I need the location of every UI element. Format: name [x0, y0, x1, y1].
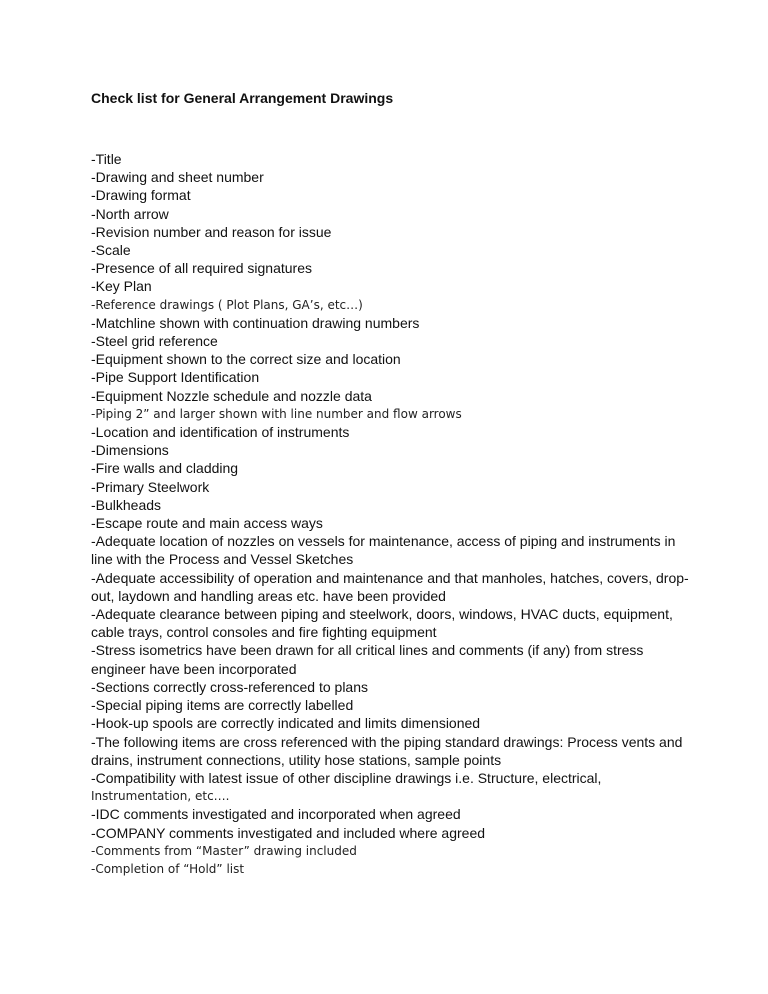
checklist-item: -Hook-up spools are correctly indicated and limits dimensioned: [91, 715, 481, 732]
checklist-item: -IDC comments investigated and incorporated when agreed: [91, 806, 461, 823]
checklist-item: -Sections correctly cross-referenced to plans: [91, 678, 368, 695]
checklist-item: -Adequate location of nozzles on vessels for maintenance, access of piping and instruments in line with the Process and Vessel Sketches: [91, 533, 676, 568]
checklist-item: -Drawing format: [91, 187, 191, 204]
checklist-item: -The following items are cross referenced with the piping standard drawings: Process vents and drains, instrument connections, utility hose stations, sample points: [91, 733, 683, 768]
checklist-item: Instrumentation, etc….: [91, 789, 230, 804]
checklist-item: -Steel grid reference: [91, 333, 218, 350]
checklist-item: -Completion of “Hold” list: [91, 861, 245, 876]
checklist-item: -Revision number and reason for issue: [91, 223, 332, 240]
checklist-item: -Piping 2” and larger shown with line number and flow arrows: [91, 406, 462, 421]
checklist-item: -Drawing and sheet number: [91, 169, 264, 186]
checklist-item: -Adequate accessibility of operation and maintenance and that manholes, hatches, covers, drop-out, laydown and handling areas etc. have been provided: [91, 569, 689, 604]
checklist-item: -Comments from “Master” drawing included: [91, 843, 357, 858]
checklist-item: -Equipment shown to the correct size and location: [91, 351, 401, 368]
checklist-item: -Equipment Nozzle schedule and nozzle data: [91, 387, 372, 404]
checklist-item: -COMPANY comments investigated and included where agreed: [91, 824, 486, 841]
checklist-item: -Fire walls and cladding: [91, 460, 239, 477]
checklist-item: -Dimensions: [91, 442, 169, 459]
document-title: Check list for General Arrangement Drawings: [91, 90, 394, 106]
checklist-item: -Compatibility with latest issue of other discipline drawings i.e. Structure, electrical,: [91, 769, 602, 786]
checklist-item: -Special piping items are correctly labelled: [91, 697, 354, 714]
checklist-item: -North arrow: [91, 205, 169, 222]
checklist-item: -Adequate clearance between piping and steelwork, doors, windows, HVAC ducts, equipment, cable trays, control consoles and fire fighting equipment: [91, 606, 673, 641]
checklist-item: -Reference drawings ( Plot Plans, GA’s, etc…): [91, 297, 363, 312]
checklist-item: -Scale: [91, 242, 131, 259]
checklist-item: -Primary Steelwork: [91, 478, 210, 495]
checklist-item: -Key Plan: [91, 278, 152, 295]
checklist: [91, 150, 691, 878]
checklist-item: -Bulkheads: [91, 496, 162, 513]
checklist-item: -Matchline shown with continuation drawing numbers: [91, 314, 420, 331]
checklist-item: -Pipe Support Identification: [91, 369, 260, 386]
checklist-item: -Title: [91, 151, 122, 167]
checklist-item: -Escape route and main access ways: [91, 515, 323, 532]
checklist-item: -Presence of all required signatures: [91, 260, 313, 277]
checklist-item: -Location and identification of instruments: [91, 424, 350, 441]
checklist-item: -Stress isometrics have been drawn for all critical lines and comments (if any) from stress engineer have been incorporated: [91, 642, 644, 677]
